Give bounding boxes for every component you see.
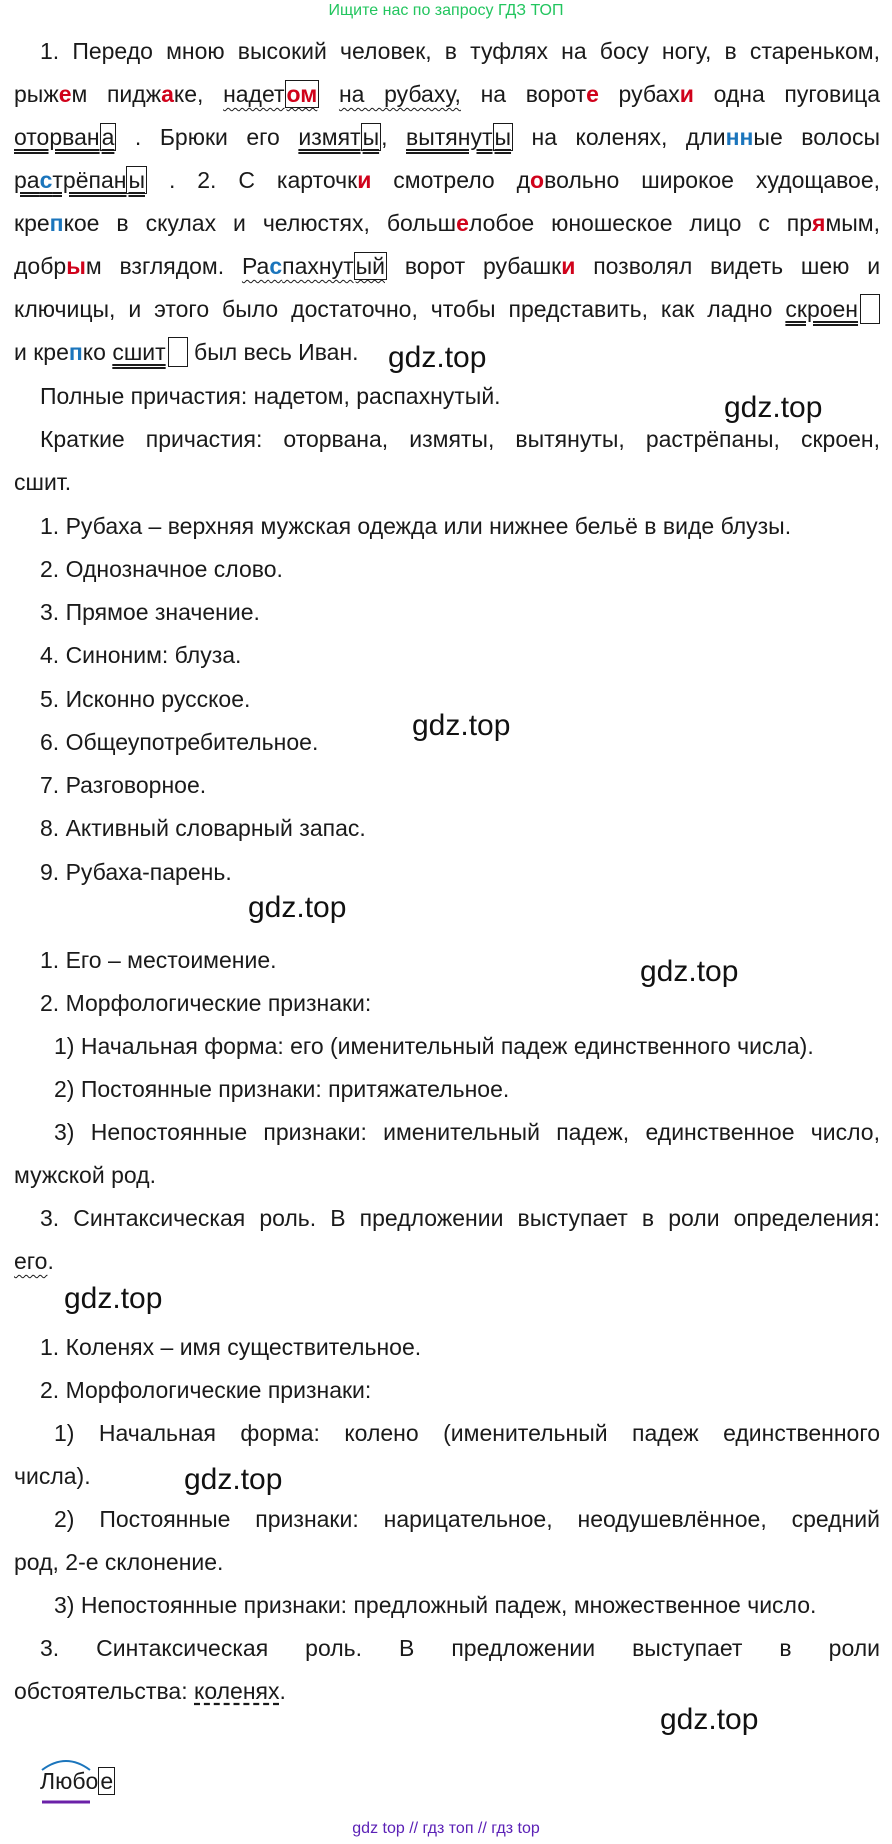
highlight-letter: п <box>68 339 83 365</box>
text: . Брюки его <box>134 124 280 150</box>
highlight-letter: и <box>561 253 576 279</box>
text: обстоятельства: <box>14 1678 188 1704</box>
noun-line-3 <box>14 1418 880 1448</box>
ending-box: ы <box>494 124 512 150</box>
list-item: 5. Исконно русское. <box>40 686 251 712</box>
pronoun-line-4: 2) Постоянные признаки: притяжательное. <box>54 1076 510 1102</box>
dependent-word-wavy: на рубаху, <box>338 81 461 107</box>
highlight-letter: е <box>586 81 599 107</box>
pronoun-line-6: мужской род. <box>14 1162 156 1188</box>
adverbial-underline: коленях <box>194 1678 280 1704</box>
text: позволял видеть шею и <box>593 253 881 279</box>
watermark: gdz.top <box>184 1463 283 1496</box>
ending-box: ы <box>362 124 380 150</box>
list-item: 6. Общеупотребительное. <box>40 729 319 755</box>
noun-line-2: 2. Морфологические признаки: <box>40 1377 372 1403</box>
watermark: gdz.top <box>388 341 487 374</box>
highlight-letter: а <box>161 81 174 107</box>
text: ключицы, и этого было достаточно, чтобы представить, как ладно <box>14 296 773 322</box>
short-participles-line-1 <box>14 424 880 454</box>
ending-box: а <box>101 124 115 150</box>
text: м взглядом. <box>85 253 225 279</box>
text: Краткие причастия: оторвана, измяты, вытянуты, растрёпаны, скроен, <box>40 426 880 452</box>
list-item: 3. Прямое значение. <box>40 599 260 625</box>
noun-line-7: 3) Непостоянные признаки: предложный падеж, множественное число. <box>54 1592 817 1618</box>
text: . 2. С карточк <box>168 167 358 193</box>
pronoun-line-7 <box>14 1203 880 1233</box>
predicate-underline: оторвана <box>14 124 115 150</box>
zero-ending-box <box>860 294 880 324</box>
highlight-letter: ы <box>66 253 86 279</box>
list-item: 1. Рубаха – верхняя мужская одежда или нижнее бельё в виде блузы. <box>40 513 792 539</box>
highlight-letter: нн <box>725 124 754 150</box>
pronoun-line-8 <box>14 1246 880 1276</box>
ending-box: ый <box>355 253 385 279</box>
root-arc-path <box>42 1761 90 1770</box>
text: добр <box>14 253 67 279</box>
predicate-underline: сшит <box>112 339 166 365</box>
footer-links: gdz top // гдз топ // гдз top <box>352 1820 540 1837</box>
highlight-letter: и <box>357 167 372 193</box>
text: . <box>279 1678 286 1704</box>
text: и кре <box>14 339 69 365</box>
pronoun-line-1: 1. Его – местоимение. <box>40 947 277 973</box>
zero-ending-box <box>168 337 188 367</box>
morpheme-analysis <box>40 1766 115 1796</box>
text: ко <box>82 339 106 365</box>
ending-box: ы <box>128 167 145 193</box>
noun-line-8 <box>14 1633 880 1663</box>
text-line-5 <box>14 208 880 238</box>
stem: Любо <box>40 1768 99 1794</box>
text-line-1 <box>14 36 880 66</box>
root-arc <box>40 1766 130 1806</box>
predicate-underline: скроен <box>785 296 859 322</box>
highlight-letter: я <box>812 210 826 236</box>
watermark: gdz.top <box>640 955 739 988</box>
watermark: gdz.top <box>248 891 347 924</box>
text: 1) Начальная форма: колено (именительный падеж единственного <box>54 1420 880 1446</box>
watermark: gdz.top <box>412 709 511 742</box>
text: лобое юношеское лицо с пр <box>468 210 813 236</box>
watermark: gdz.top <box>660 1703 759 1736</box>
text: одна пуговица <box>713 81 881 107</box>
list-item: 8. Активный словарный запас. <box>40 815 366 841</box>
text-line-6 <box>14 251 880 281</box>
highlight-letter: о <box>530 167 545 193</box>
text: 1. Передо мною высокий человек, в туфлях на босу ногу, в стареньком, <box>40 38 880 64</box>
list-item: 4. Синоним: блуза. <box>40 642 242 668</box>
noun-line-1: 1. Коленях – имя существительное. <box>40 1334 422 1360</box>
ending-box: е <box>100 1768 114 1794</box>
full-participles: Полные причастия: надетом, распахнутый. <box>40 383 501 409</box>
pronoun-line-5 <box>14 1117 880 1147</box>
text: был весь Иван. <box>194 339 359 365</box>
text: ворот рубашк <box>404 253 562 279</box>
list-item: 7. Разговорное. <box>40 772 207 798</box>
text: вольно широкое худощавое, <box>544 167 881 193</box>
top-banner: Ищите нас по запросу ГДЗ ТОП <box>328 2 564 19</box>
list-item: 9. Рубаха-парень. <box>40 859 232 885</box>
text: , <box>381 124 388 150</box>
watermark: gdz.top <box>724 391 823 424</box>
text: . <box>47 1248 54 1274</box>
text: ые волосы <box>753 124 881 150</box>
list-item: 2. Однозначное слово. <box>40 556 283 582</box>
text: смотрело д <box>393 167 531 193</box>
text: кре <box>14 210 50 236</box>
text: кое в скулах и челюстях, больш <box>63 210 457 236</box>
ending-box: ом <box>286 81 318 107</box>
text: рыж <box>14 81 59 107</box>
predicate-underline: измяты <box>298 124 380 150</box>
text: на ворот <box>480 81 587 107</box>
highlight-letter: е <box>456 210 469 236</box>
text-line-3 <box>14 122 880 152</box>
text-line-4 <box>14 165 880 195</box>
participle-wavy: Распахнутый <box>241 253 385 279</box>
highlight-letter: п <box>49 210 64 236</box>
highlight-letter: е <box>58 81 72 107</box>
noun-line-5 <box>14 1504 880 1534</box>
pronoun-line-2: 2. Морфологические признаки: <box>40 990 372 1016</box>
highlight-letter: и <box>679 81 694 107</box>
noun-line-6: род, 2-е склонение. <box>14 1549 224 1575</box>
text: ке, <box>173 81 204 107</box>
text: 3. Синтаксическая роль. В предложении выступает в роли <box>40 1635 880 1661</box>
attribute-wavy: его <box>14 1248 48 1274</box>
text: 3) Непостоянные признаки: именительный падеж, единственное число, <box>54 1119 880 1145</box>
text: 2) Постоянные признаки: нарицательное, неодушевлённое, средний <box>54 1506 880 1532</box>
text: мым, <box>825 210 880 236</box>
text: на коленях, дли <box>531 124 726 150</box>
watermark: gdz.top <box>64 1282 163 1315</box>
short-participles-line-2: сшит. <box>14 469 72 495</box>
participle-wavy: надетом <box>223 81 318 107</box>
predicate-group <box>785 296 880 322</box>
noun-line-4: числа). <box>14 1463 91 1489</box>
pronoun-line-3: 1) Начальная форма: его (именительный падеж единственного числа). <box>54 1033 814 1059</box>
text: рубах <box>618 81 680 107</box>
predicate-underline: вытянуты <box>406 124 512 150</box>
predicate-underline: растрёпаны <box>14 167 145 193</box>
text: 3. Синтаксическая роль. В предложении выступает в роли определения: <box>40 1205 880 1231</box>
text-line-7 <box>14 294 880 324</box>
text-line-2 <box>14 79 880 109</box>
text: м пидж <box>71 81 162 107</box>
